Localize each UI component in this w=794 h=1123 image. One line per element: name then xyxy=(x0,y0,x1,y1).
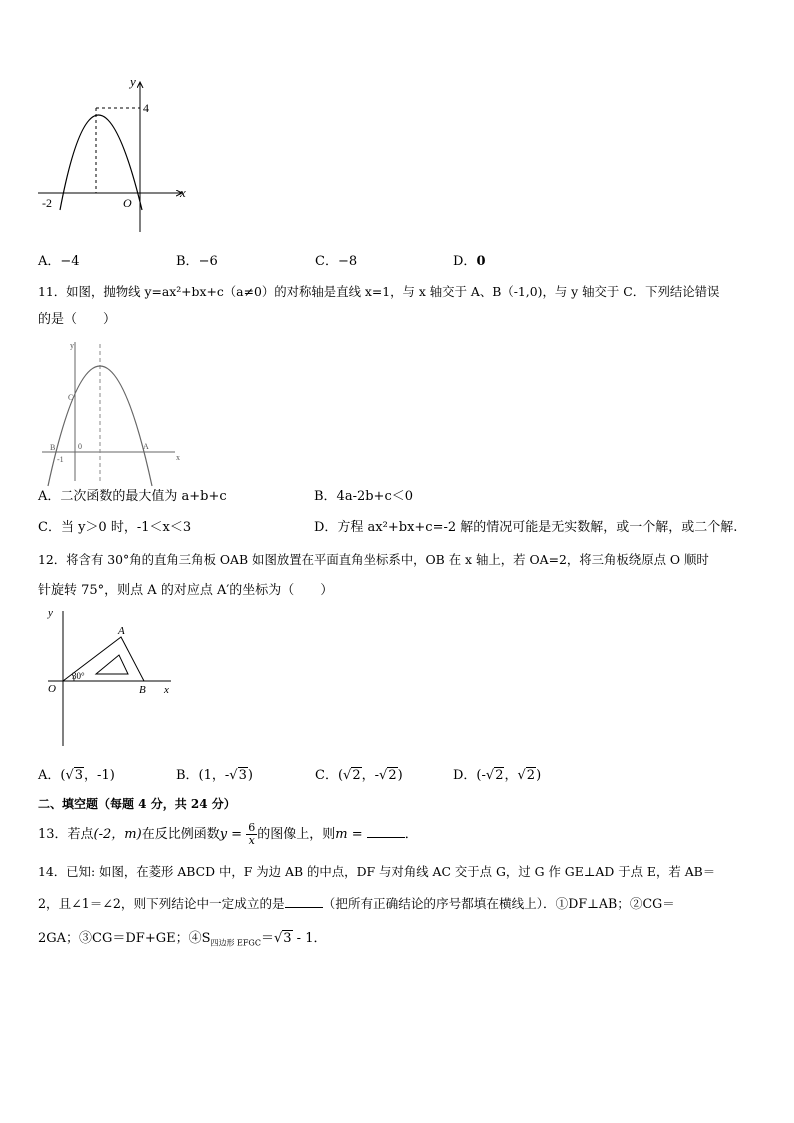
q13-fraction: $\frac{6}{x}$ xyxy=(248,821,256,847)
q11-b-label: B xyxy=(50,443,56,452)
q10-max-label: 4 xyxy=(143,101,149,115)
q10-option-c: C．−8 xyxy=(315,254,358,269)
q10-option-b: B．−6 xyxy=(176,254,218,269)
q11-parabola-figure xyxy=(40,336,190,486)
q12-a-label: A xyxy=(118,625,125,637)
q14-stem-line2: 2，且∠1＝∠2，则下列结论中一定成立的是 （把所有正确结论的序号都填在横线上）．①DF⊥AB；②CG＝ xyxy=(38,896,675,911)
q12-y-label: y xyxy=(48,607,53,619)
q11-stem-line1: 11．如图，抛物线 y=ax²+bx+c（a≠0）的对称轴是直线 x=1，与 x 轴交于 A、B（-1,0)，与 y 轴交于 C．下列结论错误 xyxy=(38,284,720,299)
q10-y-label: y xyxy=(130,74,136,89)
q13-stem: 13．若点(-2，m)在反比例函数y = $\frac{6}{x}$ 的图像上，则m = ． xyxy=(38,821,418,847)
q10-origin-label: O xyxy=(123,196,132,210)
q10-root-label: -2 xyxy=(42,196,52,210)
q11-y-label: y xyxy=(70,341,74,350)
q14-stem-line1: 14．已知: 如图，在菱形 ABCD 中，F 为边 AB 的中点，DF 与对角线 AC 交于点 G，过 G 作 GE⊥AD 于点 E，若 AB＝ xyxy=(38,864,716,879)
q11-parabola-curve xyxy=(48,366,152,486)
q10-parabola-figure xyxy=(30,70,200,240)
q11-o-label: 0 xyxy=(78,442,82,451)
q12-o-label: O xyxy=(48,683,56,695)
q10-x-label: x xyxy=(180,185,186,200)
q12-option-a: A．(√3，-1) xyxy=(38,768,115,783)
q11-option-c: C．当 y＞0 时，-1＜x＜3 xyxy=(38,520,192,535)
q14-answer-blank[interactable] xyxy=(285,895,323,908)
q10-option-d: D．0 xyxy=(453,254,486,269)
q11-option-b: B．4a-2b+c＜0 xyxy=(314,489,414,504)
q12-option-b: B．(1，-√3) xyxy=(176,768,253,783)
q11-c-label: C xyxy=(68,393,74,402)
q12-x-label: x xyxy=(164,684,169,696)
q11-stem-line2: 的是（ ） xyxy=(38,312,117,327)
q11-option-d: D．方程 ax²+bx+c=-2 解的情况可能是无实数解，或一个解，或二个解. xyxy=(314,520,738,535)
q11-x-label: x xyxy=(176,453,180,462)
q10-option-a: A．−4 xyxy=(38,254,80,269)
q13-answer-blank[interactable] xyxy=(367,825,405,838)
q12-b-label: B xyxy=(139,684,146,696)
q12-triangle-figure xyxy=(36,606,186,751)
q12-stem-line1: 12．将含有 30°角的直角三角板 OAB 如图放置在平面直角坐标系中，OB 在 x 轴上，若 OA=2，将三角板绕原点 O 顺时 xyxy=(38,552,709,567)
q12-option-c: C．(√2，-√2) xyxy=(315,768,403,783)
q11-option-a: A．二次函数的最大值为 a+b+c xyxy=(38,489,227,504)
q12-angle-label: 30° xyxy=(72,671,85,681)
q12-stem-line2: 针旋转 75°，则点 A 的对应点 A′的坐标为（ ） xyxy=(38,583,334,598)
section2-title: 二、填空题（每题 4 分，共 24 分） xyxy=(38,797,236,811)
q14-stem-line3: 2GA；③CG＝DF+GE；$④S_{四边形 EFGC}=√3 - 1$． xyxy=(38,931,327,948)
q11-a-label: A xyxy=(143,442,149,451)
q11-neg1-label: -1 xyxy=(57,455,64,464)
q12-option-d: D．(-√2，√2) xyxy=(453,768,542,783)
q12-triangle-inner xyxy=(96,655,128,674)
